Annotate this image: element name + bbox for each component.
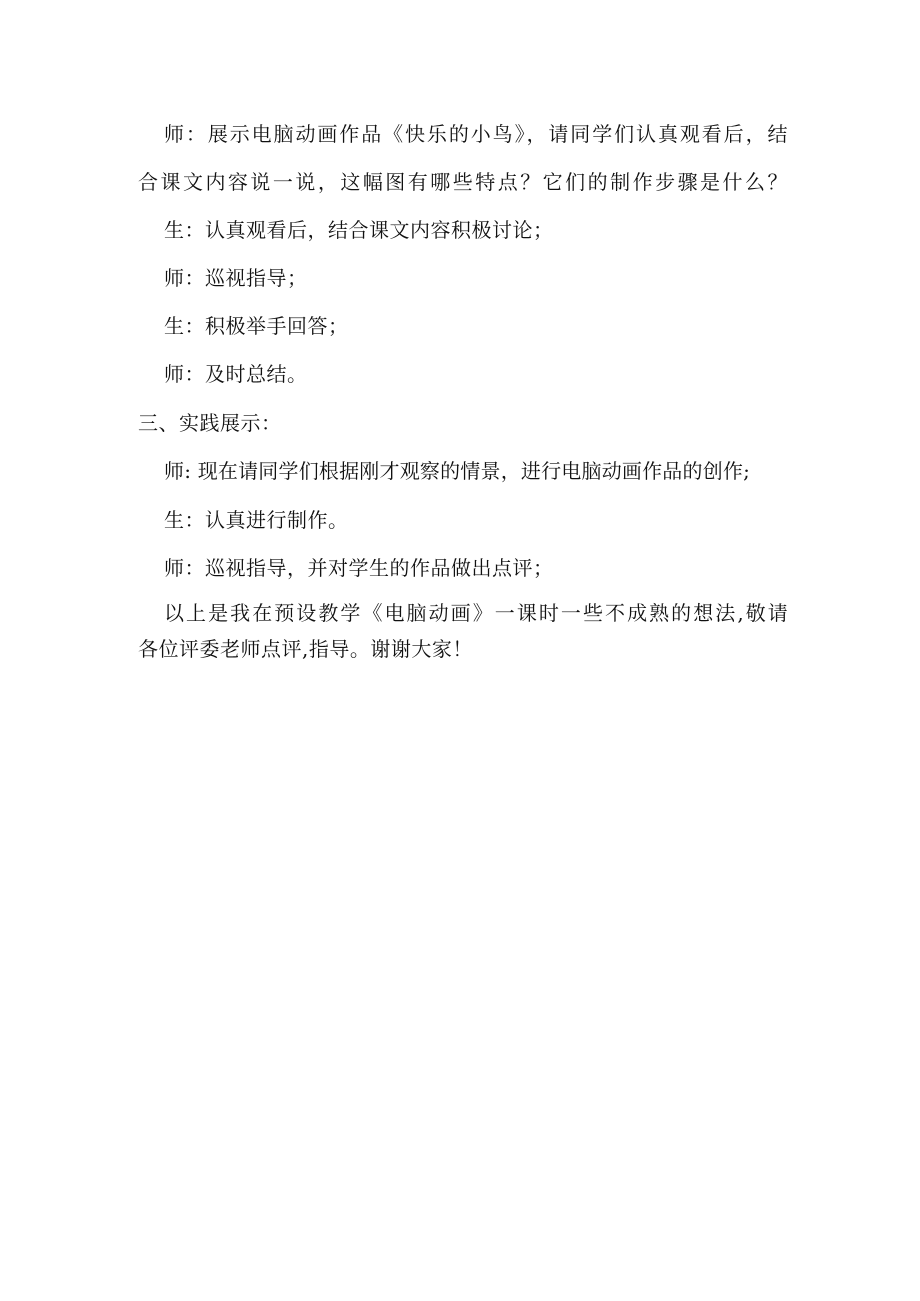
paragraph-teacher-create: 师: 现在请同学们根据刚才观察的情景，进行电脑动画作品的创作; bbox=[164, 459, 751, 483]
paragraph-closing-line-1: 以上是我在预设教学《电脑动画》一课时一些不成熟的想法,敬请 bbox=[164, 601, 788, 625]
paragraph-student-answer: 生：积极举手回答； bbox=[164, 314, 349, 338]
paragraph-teacher-show-line-1: 师：展示电脑动画作品《快乐的小鸟》，请同学们认真观看后，结 bbox=[164, 122, 788, 146]
paragraph-teacher-show-line-2: 合课文内容说一说，这幅图有哪些特点？它们的制作步骤是什么？ bbox=[138, 170, 788, 194]
paragraph-closing-line-2: 各位评委老师点评,指导。谢谢大家！ bbox=[138, 637, 473, 661]
paragraph-teacher-comment: 师：巡视指导，并对学生的作品做出点评； bbox=[164, 556, 554, 580]
paragraph-student-discuss: 生：认真观看后，结合课文内容积极讨论； bbox=[164, 218, 554, 242]
paragraph-teacher-summary: 师：及时总结。 bbox=[164, 362, 308, 386]
paragraph-student-make: 生：认真进行制作。 bbox=[164, 508, 349, 532]
paragraph-teacher-patrol: 师：巡视指导； bbox=[164, 266, 308, 290]
section-heading-practice: 三、实践展示： bbox=[138, 411, 282, 435]
